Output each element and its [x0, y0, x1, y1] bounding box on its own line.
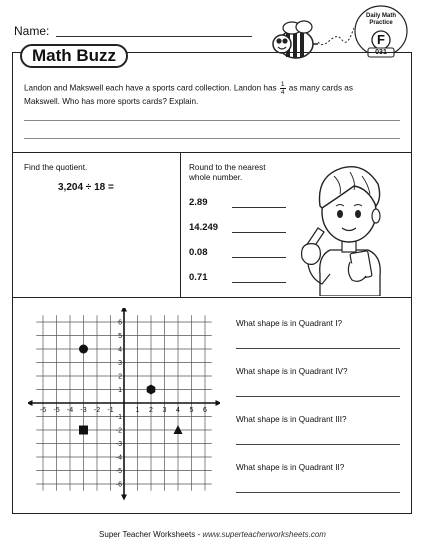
- question-quadrant-1: What shape is in Quadrant I?: [236, 319, 343, 328]
- y-tick-label: 6: [118, 319, 122, 327]
- problem-3-prompt-2: whole number.: [189, 173, 243, 182]
- fraction: $\frac{1}{4}$: [280, 81, 285, 96]
- footer-url[interactable]: www.superteacherworksheets.com: [202, 530, 326, 539]
- section-divider-1: [12, 152, 412, 153]
- x-tick-label: -4: [66, 407, 74, 414]
- round-item: 0.08: [189, 247, 208, 258]
- question-answer-line[interactable]: [236, 492, 400, 493]
- triangle-shape: [174, 425, 183, 434]
- section-divider-2: [12, 297, 412, 298]
- badge-line-1: Daily Math: [365, 13, 396, 19]
- badge-letter: F: [377, 32, 385, 47]
- x-tick-label: 2: [149, 407, 153, 414]
- problem-2-prompt: Find the quotient.: [24, 163, 88, 172]
- round-item: 2.89: [189, 197, 208, 208]
- square-shape: [79, 426, 88, 435]
- x-tick-label: -5: [53, 407, 60, 414]
- answer-line-1[interactable]: [24, 120, 400, 121]
- round-answer-line[interactable]: [232, 257, 286, 258]
- round-answer-line[interactable]: [232, 282, 286, 283]
- x-tick-label: 4: [176, 407, 180, 414]
- y-tick-label: -5: [115, 468, 122, 475]
- badge-number: 031: [375, 49, 387, 56]
- round-answer-line[interactable]: [232, 232, 286, 233]
- y-tick-label: 1: [118, 387, 122, 394]
- x-tick-label: -3: [80, 407, 87, 414]
- y-tick-label: -3: [115, 441, 122, 448]
- division-expression: 3,204 ÷ 18 =: [58, 182, 114, 193]
- x-tick-label: -6: [39, 407, 47, 414]
- footer: [0, 530, 425, 539]
- column-divider: [180, 152, 181, 297]
- name-input-line[interactable]: [56, 36, 252, 37]
- name-label: Name:: [14, 24, 50, 38]
- question-answer-line[interactable]: [236, 396, 400, 397]
- x-tick-label: 3: [162, 407, 167, 414]
- page-title: Math Buzz: [20, 44, 128, 68]
- circle-shape: [79, 345, 88, 354]
- problem-3-prompt-1: Round to the nearest: [189, 163, 266, 172]
- y-tick-label: -1: [115, 414, 122, 421]
- boy-illustration: [290, 154, 410, 296]
- answer-line-2[interactable]: [24, 138, 400, 139]
- problem-1-text: Landon and Makswell each have a sports card collection. Landon has $\frac{1}{4}$ as many cards as Makswell. Who has more sports cards? Explain.: [24, 81, 353, 106]
- y-tick-label: -6: [115, 481, 122, 489]
- y-axis-arrow: [121, 495, 127, 501]
- y-tick-label: -2: [115, 427, 122, 435]
- badge-line-2: Practice: [369, 20, 393, 26]
- coordinate-grid: [28, 308, 220, 502]
- footer-brand: Super Teacher Worksheets -: [99, 530, 203, 539]
- question-answer-line[interactable]: [236, 444, 400, 445]
- hexagon-shape: [147, 385, 156, 395]
- x-tick-label: -2: [93, 407, 101, 414]
- question-answer-line[interactable]: [236, 348, 400, 349]
- x-tick-label: 1: [135, 407, 140, 414]
- y-tick-label: -4: [115, 454, 122, 462]
- question-quadrant-3: What shape is in Quadrant III?: [236, 415, 347, 424]
- daily-practice-badge: [354, 4, 408, 58]
- x-axis-arrow: [28, 400, 33, 406]
- y-tick-label: 2: [118, 373, 122, 381]
- round-item: 0.71: [189, 272, 208, 283]
- y-tick-label: 5: [118, 333, 122, 340]
- x-axis-arrow: [216, 400, 221, 406]
- round-answer-line[interactable]: [232, 207, 286, 208]
- question-quadrant-4: What shape is in Quadrant IV?: [236, 367, 348, 376]
- x-tick-label: -1: [107, 407, 114, 414]
- round-item: 14.249: [189, 222, 219, 233]
- question-quadrant-2: What shape is in Quadrant II?: [236, 463, 345, 472]
- x-tick-label: 6: [203, 407, 207, 414]
- x-tick-label: 5: [189, 407, 194, 414]
- y-tick-label: 4: [118, 346, 122, 354]
- y-axis-arrow: [121, 308, 127, 312]
- y-tick-label: 3: [118, 360, 122, 367]
